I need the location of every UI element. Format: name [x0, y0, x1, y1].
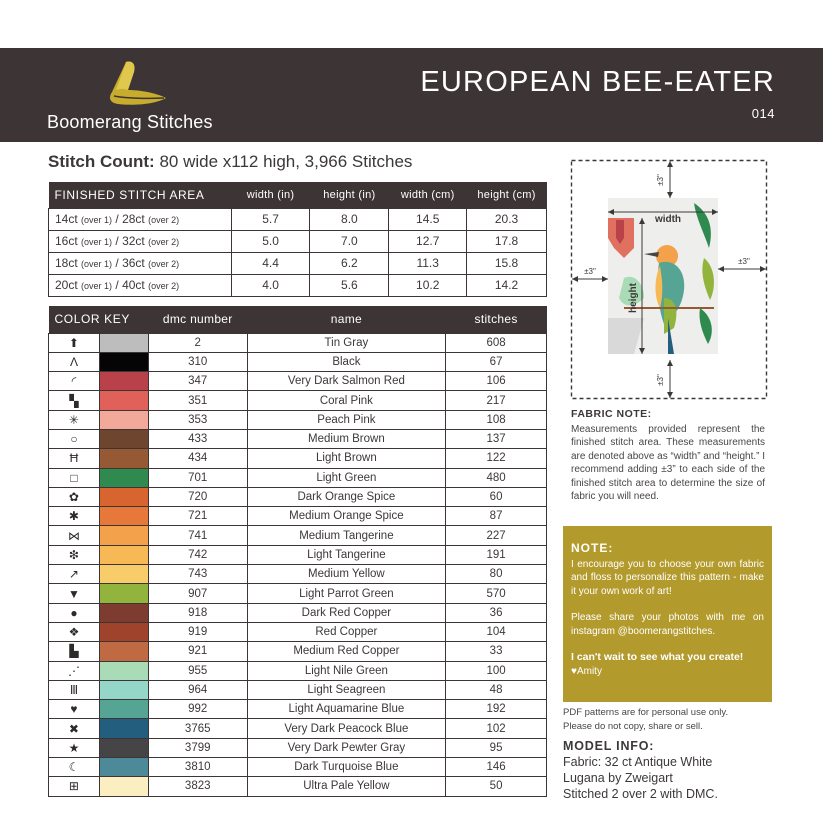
- stitch-symbol-icon: ✳: [49, 410, 100, 429]
- color-name-cell: Red Copper: [247, 622, 446, 641]
- count-b: 28ct: [122, 212, 145, 226]
- color-swatch: [99, 622, 148, 641]
- color-swatch: [99, 738, 148, 757]
- note-bold-text: I can't wait to see what you create!: [571, 651, 744, 663]
- color-name-cell: Very Dark Pewter Gray: [247, 738, 446, 757]
- stitches-cell: 48: [446, 680, 547, 699]
- dmc-number-cell: 3765: [148, 719, 247, 738]
- color-name-cell: Medium Red Copper: [247, 642, 446, 661]
- table-row: [49, 622, 547, 641]
- stitches-cell: 67: [446, 352, 547, 371]
- stitches-cell: 217: [446, 391, 547, 410]
- stitches-cell: 104: [446, 622, 547, 641]
- color-swatch: [99, 372, 148, 391]
- color-swatch: [99, 391, 148, 410]
- color-name-cell: Light Green: [247, 468, 446, 487]
- right-margin-label: ±3": [738, 257, 750, 266]
- width-label: width: [654, 214, 682, 225]
- count-a-sub: (over 1): [81, 259, 113, 269]
- note-box: [563, 526, 772, 702]
- stitches-cell: 95: [446, 738, 547, 757]
- pattern-title: EUROPEAN BEE-EATER: [420, 66, 775, 98]
- model-info-line-3: Stitched 2 over 2 with DMC.: [563, 787, 718, 801]
- column-header: stitches: [446, 306, 547, 333]
- dmc-number-cell: 434: [148, 449, 247, 468]
- bottom-margin-label: ±3": [656, 374, 665, 386]
- note-paragraph-2: Please share your photos with me on instagram @boomerangstitches.: [571, 612, 764, 637]
- height-cm-cell: 17.8: [467, 230, 547, 252]
- color-name-cell: Black: [247, 352, 446, 371]
- model-info: [563, 738, 783, 802]
- model-info-line-2: Lugana by Zweigart: [563, 771, 673, 785]
- count-a: 16ct: [55, 234, 78, 248]
- dmc-number-cell: 918: [148, 603, 247, 622]
- width-in-cell: 4.4: [231, 252, 310, 274]
- width-cm-cell: 12.7: [389, 230, 467, 252]
- color-swatch: [99, 758, 148, 777]
- stitch-symbol-icon: ✖: [49, 719, 100, 738]
- stitches-cell: 192: [446, 700, 547, 719]
- width-cm-cell: 11.3: [389, 252, 467, 274]
- table-row: [49, 526, 547, 545]
- color-name-cell: Peach Pink: [247, 410, 446, 429]
- dmc-number-cell: 720: [148, 487, 247, 506]
- stitch-symbol-icon: Ħ: [49, 449, 100, 468]
- column-header: FINISHED STITCH AREA: [49, 182, 232, 208]
- dmc-number-cell: 743: [148, 565, 247, 584]
- column-header: dmc number: [148, 306, 247, 333]
- color-swatch: [99, 526, 148, 545]
- count-a: 20ct: [55, 278, 78, 292]
- color-swatch: [99, 333, 148, 352]
- color-name-cell: Light Aquamarine Blue: [247, 700, 446, 719]
- dmc-number-cell: 964: [148, 680, 247, 699]
- column-header: width (in): [231, 182, 310, 208]
- color-name-cell: Coral Pink: [247, 391, 446, 410]
- stitch-symbol-icon: ❇: [49, 545, 100, 564]
- stitches-cell: 146: [446, 758, 547, 777]
- dmc-number-cell: 992: [148, 700, 247, 719]
- color-swatch: [99, 777, 148, 796]
- table-row: [49, 372, 547, 391]
- color-name-cell: Light Nile Green: [247, 661, 446, 680]
- dmc-number-cell: 310: [148, 352, 247, 371]
- dmc-number-cell: 701: [148, 468, 247, 487]
- color-swatch: [99, 468, 148, 487]
- count-cell: 16ct (over 1) / 32ct (over 2): [49, 230, 232, 252]
- stitch-symbol-icon: ▙: [49, 642, 100, 661]
- column-header: height (cm): [467, 182, 547, 208]
- count-b-sub: (over 2): [148, 281, 180, 291]
- stitches-cell: 108: [446, 410, 547, 429]
- stitches-cell: 60: [446, 487, 547, 506]
- height-label: height: [628, 283, 639, 313]
- dmc-number-cell: 907: [148, 584, 247, 603]
- height-cm-cell: 15.8: [467, 252, 547, 274]
- dmc-number-cell: 742: [148, 545, 247, 564]
- table-row: [49, 352, 547, 371]
- height-cm-cell: 14.2: [467, 274, 547, 296]
- column-header: width (cm): [389, 182, 467, 208]
- pdf-note-line-2: Please do not copy, share or sell.: [563, 720, 703, 732]
- table-row: [49, 545, 547, 564]
- count-b-sub: (over 2): [148, 237, 180, 247]
- stitch-symbol-icon: ❖: [49, 622, 100, 641]
- count-a: 14ct: [55, 212, 78, 226]
- pdf-usage-note: [563, 706, 773, 733]
- stitch-symbol-icon: ☾: [49, 758, 100, 777]
- pdf-note-line-1: PDF patterns are for personal use only.: [563, 707, 729, 718]
- dmc-number-cell: 351: [148, 391, 247, 410]
- color-swatch: [99, 719, 148, 738]
- table-header-row: [49, 306, 547, 333]
- dmc-number-cell: 3799: [148, 738, 247, 757]
- stitch-symbol-icon: ◜: [49, 372, 100, 391]
- stitch-symbol-icon: ⊞: [49, 777, 100, 796]
- color-name-cell: Dark Red Copper: [247, 603, 446, 622]
- fabric-size-diagram: [564, 158, 774, 404]
- color-swatch: [99, 410, 148, 429]
- count-a-sub: (over 1): [81, 281, 113, 291]
- stitches-cell: 87: [446, 507, 547, 526]
- column-header: name: [247, 306, 446, 333]
- dmc-number-cell: 433: [148, 429, 247, 448]
- table-header-row: [49, 182, 547, 208]
- color-swatch: [99, 507, 148, 526]
- stitches-cell: 480: [446, 468, 547, 487]
- color-name-cell: Dark Turquoise Blue: [247, 758, 446, 777]
- color-swatch: [99, 449, 148, 468]
- column-header: height (in): [310, 182, 389, 208]
- fabric-note: [571, 408, 765, 504]
- color-name-cell: Very Dark Salmon Red: [247, 372, 446, 391]
- table-row: [49, 719, 547, 738]
- color-swatch: [99, 545, 148, 564]
- dmc-number-cell: 955: [148, 661, 247, 680]
- stitch-count-label: Stitch Count:: [48, 152, 155, 171]
- count-cell: 20ct (over 1) / 40ct (over 2): [49, 274, 232, 296]
- stitch-symbol-icon: □: [49, 468, 100, 487]
- table-row: [49, 565, 547, 584]
- stitch-symbol-icon: ●: [49, 603, 100, 622]
- color-swatch: [99, 565, 148, 584]
- header-banner: [0, 48, 823, 142]
- stitches-cell: 36: [446, 603, 547, 622]
- color-swatch: [99, 680, 148, 699]
- dmc-number-cell: 3823: [148, 777, 247, 796]
- color-name-cell: Light Seagreen: [247, 680, 446, 699]
- table-row: [49, 274, 547, 296]
- color-name-cell: Medium Brown: [247, 429, 446, 448]
- count-b: 36ct: [122, 256, 145, 270]
- dmc-number-cell: 921: [148, 642, 247, 661]
- color-name-cell: Light Parrot Green: [247, 584, 446, 603]
- height-in-cell: 8.0: [310, 208, 389, 230]
- stitches-cell: 106: [446, 372, 547, 391]
- fabric-note-text: Measurements provided represent the finished stitch area. These measurements are denoted above as “width” and “height.” I recommend adding ±3” to each side of the finished stitch area to determine the size of fabric you will need.: [571, 423, 766, 502]
- stitch-symbol-icon: ▼: [49, 584, 100, 603]
- note-heading: NOTE:: [571, 541, 614, 555]
- model-info-heading: MODEL INFO:: [563, 739, 655, 753]
- table-row: [49, 584, 547, 603]
- stitches-cell: 80: [446, 565, 547, 584]
- stitches-cell: 33: [446, 642, 547, 661]
- color-swatch: [99, 700, 148, 719]
- count-b: 40ct: [122, 278, 145, 292]
- stitch-symbol-icon: ♥: [49, 700, 100, 719]
- color-name-cell: Tin Gray: [247, 333, 446, 352]
- color-key-table: [48, 306, 547, 797]
- table-row: [49, 468, 547, 487]
- stitch-count: [48, 152, 412, 172]
- color-swatch: [99, 642, 148, 661]
- width-cm-cell: 14.5: [389, 208, 467, 230]
- column-header: COLOR KEY: [49, 306, 149, 333]
- stitches-cell: 608: [446, 333, 547, 352]
- stitch-symbol-icon: ○: [49, 429, 100, 448]
- note-paragraph-1: I encourage you to choose your own fabric and floss to personalize this pattern - make it your own work of art!: [571, 558, 764, 597]
- dmc-number-cell: 721: [148, 507, 247, 526]
- table-row: [49, 252, 547, 274]
- stitch-symbol-icon: ✿: [49, 487, 100, 506]
- model-info-line-1: Fabric: 32 ct Antique White: [563, 755, 713, 769]
- table-row: [49, 661, 547, 680]
- width-in-cell: 5.0: [231, 230, 310, 252]
- table-row: [49, 758, 547, 777]
- color-name-cell: Medium Orange Spice: [247, 507, 446, 526]
- count-b: 32ct: [122, 234, 145, 248]
- height-in-cell: 7.0: [310, 230, 389, 252]
- dmc-number-cell: 919: [148, 622, 247, 641]
- table-row: [49, 680, 547, 699]
- dmc-number-cell: 353: [148, 410, 247, 429]
- color-swatch: [99, 352, 148, 371]
- stitch-count-value: 80 wide x112 high, 3,966 Stitches: [159, 152, 413, 171]
- table-row: [49, 700, 547, 719]
- color-name-cell: Medium Yellow: [247, 565, 446, 584]
- top-margin-label: ±3": [656, 174, 665, 186]
- stitch-symbol-icon: ⬆: [49, 333, 100, 352]
- stitch-symbol-icon: ▚: [49, 391, 100, 410]
- count-b-sub: (over 2): [148, 215, 180, 225]
- stitches-cell: 100: [446, 661, 547, 680]
- fabric-note-heading: FABRIC NOTE:: [571, 408, 652, 420]
- color-name-cell: Medium Tangerine: [247, 526, 446, 545]
- count-a: 18ct: [55, 256, 78, 270]
- stitch-symbol-icon: Λ: [49, 352, 100, 371]
- table-row: [49, 507, 547, 526]
- color-swatch: [99, 487, 148, 506]
- count-cell: 14ct (over 1) / 28ct (over 2): [49, 208, 232, 230]
- pattern-number: 014: [751, 106, 775, 121]
- count-a-sub: (over 1): [81, 215, 113, 225]
- stitch-symbol-icon: ↗: [49, 565, 100, 584]
- color-swatch: [99, 584, 148, 603]
- stitches-cell: 227: [446, 526, 547, 545]
- table-row: [49, 777, 547, 796]
- color-name-cell: Light Brown: [247, 449, 446, 468]
- count-b-sub: (over 2): [148, 259, 180, 269]
- dmc-number-cell: 2: [148, 333, 247, 352]
- color-name-cell: Dark Orange Spice: [247, 487, 446, 506]
- color-swatch: [99, 429, 148, 448]
- color-swatch: [99, 661, 148, 680]
- table-row: [49, 738, 547, 757]
- table-row: [49, 642, 547, 661]
- color-swatch: [99, 603, 148, 622]
- table-row: [49, 230, 547, 252]
- table-row: [49, 333, 547, 352]
- stitch-symbol-icon: Ⅲ: [49, 680, 100, 699]
- height-in-cell: 6.2: [310, 252, 389, 274]
- height-in-cell: 5.6: [310, 274, 389, 296]
- brand-name: Boomerang Stitches: [47, 112, 213, 132]
- color-name-cell: Very Dark Peacock Blue: [247, 719, 446, 738]
- stitch-symbol-icon: ⋈: [49, 526, 100, 545]
- stitches-cell: 191: [446, 545, 547, 564]
- finished-stitch-area-table: [48, 182, 547, 297]
- stitches-cell: 50: [446, 777, 547, 796]
- color-name-cell: Light Tangerine: [247, 545, 446, 564]
- dmc-number-cell: 347: [148, 372, 247, 391]
- height-cm-cell: 20.3: [467, 208, 547, 230]
- stitches-cell: 102: [446, 719, 547, 738]
- table-row: [49, 487, 547, 506]
- dmc-number-cell: 3810: [148, 758, 247, 777]
- boomerang-logo-icon: [104, 58, 174, 108]
- table-row: [49, 391, 547, 410]
- width-in-cell: 4.0: [231, 274, 310, 296]
- count-cell: 18ct (over 1) / 36ct (over 2): [49, 252, 232, 274]
- stitch-symbol-icon: ⋰: [49, 661, 100, 680]
- width-cm-cell: 10.2: [389, 274, 467, 296]
- count-a-sub: (over 1): [81, 237, 113, 247]
- stitches-cell: 137: [446, 429, 547, 448]
- width-in-cell: 5.7: [231, 208, 310, 230]
- dmc-number-cell: 741: [148, 526, 247, 545]
- stitches-cell: 122: [446, 449, 547, 468]
- color-name-cell: Ultra Pale Yellow: [247, 777, 446, 796]
- left-margin-label: ±3": [584, 267, 596, 276]
- stitch-symbol-icon: ★: [49, 738, 100, 757]
- stitches-cell: 570: [446, 584, 547, 603]
- note-signature: ♥Amity: [571, 665, 602, 677]
- table-row: [49, 449, 547, 468]
- stitch-symbol-icon: ✱: [49, 507, 100, 526]
- table-row: [49, 603, 547, 622]
- table-row: [49, 208, 547, 230]
- table-row: [49, 429, 547, 448]
- table-row: [49, 410, 547, 429]
